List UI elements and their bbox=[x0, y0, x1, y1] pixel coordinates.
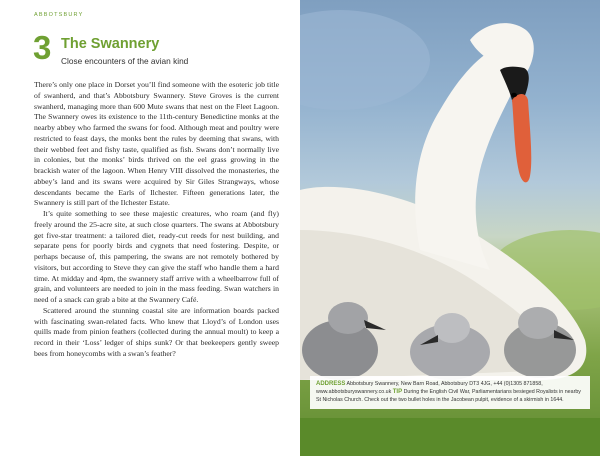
address-label: ADDRESS bbox=[316, 381, 346, 387]
chapter-subtitle: Close encounters of the avian kind bbox=[61, 56, 189, 66]
swan-eye bbox=[511, 93, 517, 97]
info-caption-box bbox=[310, 376, 590, 409]
left-page bbox=[0, 0, 296, 456]
paragraph-2: It’s quite something to see these majestic creatures, who roam (and fly) freely around the 25-acre site, at such close quarters. The swans at Abbotsbury get five-star treatment: a tailored diet, ready-cut reeds for nest building, and separate pens for poorly birds and cygnets that need fostering. Despite, or perhaps because of, this pampering, the swans are not remotely bothered by visitors, but according to Steve they can give the staff who handle them a hard time. At midday and 4pm, the swannery staff arrive with a wheelbarrow full of grain, and volunteers are needed to join in the mass feeding. Swan watchers in need of a snack can grab a bite at the Swannery Café. bbox=[34, 209, 279, 304]
paragraph-3: Scattered around the stunning coastal site are information boards packed with fascinating swan-related facts. Who knew that Lloyd’s of London uses quills made from pinion feathers (collected during the annual moult) to keep a record in their ‘Loss’ ledger of ships sunk? Or that beekeepers gently sweep bees from honeycombs with a swan’s feather? bbox=[34, 305, 279, 358]
grass-foreground bbox=[300, 418, 600, 456]
swan-beak bbox=[512, 94, 531, 182]
address-text: Abbotsbury Swannery, New Barn Road, Abbotsbury DT3 4JG, +44 (0)1305 871858, www.abbotsburyswannery.co.uk bbox=[316, 381, 543, 395]
article-body bbox=[34, 80, 279, 360]
tip-label: TIP bbox=[392, 389, 403, 395]
paragraph-1: There’s only one place in Dorset you’ll find someone with the esoteric job title of swanherd, and that’s Abbotsbury Swannery. Steve Groves is the current swanherd, managing more than 600 Mute swans that nest on the Fleet Lagoon. The Swannery owes its existence to the 11th-century Benedictine monks at the nearby abbey who farmed the swans for food. Although meat and poultry were restricted to feast days, the monks bent the rules by deeming that swans, with their webbed feet and fishy taste, qualified as fish. Swans don’t normally live in colonies, but the monks’ birds thrived on the eel grass growing in the brackish water of the lagoon. When Henry VIII dissolved the monasteries, the abbey’s land and its swans were acquired by Sir Giles Strangways, whose descendants became the Earls of Ilchester. Fifteen generations later, the Swannery is still part of the Ilchester Estate. bbox=[34, 80, 279, 208]
chapter-number: 3 bbox=[33, 29, 52, 66]
chapter-title: The Swannery bbox=[61, 36, 160, 52]
sky-blur bbox=[300, 10, 430, 110]
running-head: ABBOTSBURY bbox=[34, 12, 84, 18]
tip-text: During the English Civil War, Parliamentarians besieged Royalists in nearby St Nicholas Church. Check out the two bullet holes in the Jacobean pulpit, evidence of a skirmish in 1644. bbox=[316, 389, 581, 403]
